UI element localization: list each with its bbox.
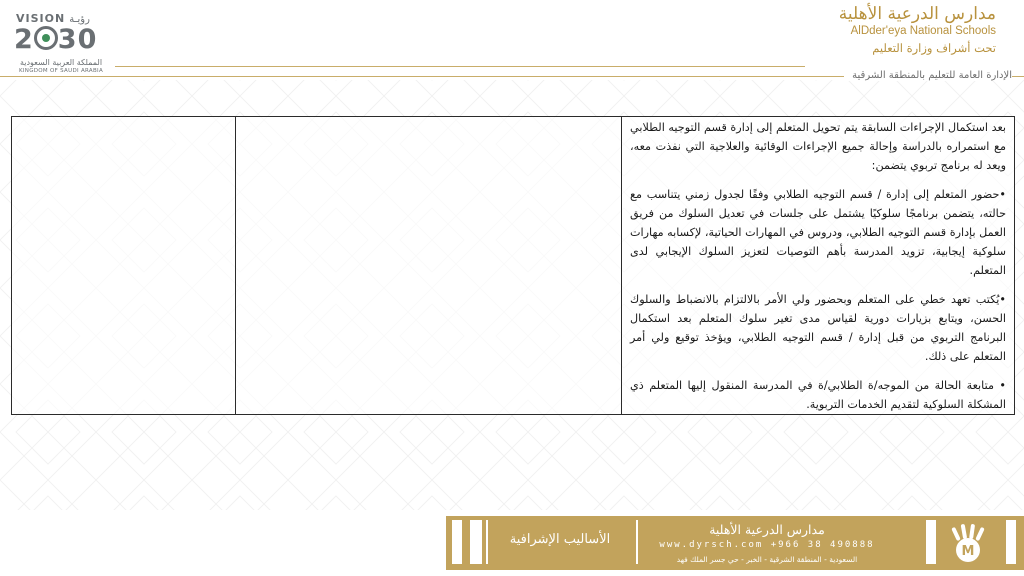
vision-country-en: KINGDOM OF SAUDI ARABIA bbox=[18, 68, 104, 74]
procedures-table bbox=[11, 116, 1015, 415]
school-hand-logo-icon bbox=[944, 524, 996, 564]
footer-school-name: مدارس الدرعية الأهلية bbox=[709, 522, 825, 537]
footer-bar bbox=[446, 516, 1024, 570]
school-header-logo bbox=[806, 4, 996, 64]
footer-website: www.dyrsch.com +966 38 490888 bbox=[659, 540, 875, 550]
school-name-en: AlDder'eya National Schools bbox=[850, 25, 996, 37]
footer-white-stripe bbox=[470, 520, 482, 564]
school-supervision: تحت أشراف وزارة التعليم bbox=[872, 41, 996, 55]
procedure-item: • متابعة الحالة من الموجه/ة الطلابي/ة في المدرسة المنقول إليها المتعلم ذي المشكلة السلوكية لتقديم الخدمات التربوية. bbox=[630, 379, 1006, 411]
administration-text: الإدارة العامة للتعليم بالمنطقة الشرقية bbox=[844, 70, 1012, 81]
vision-emblem-icon bbox=[34, 26, 58, 50]
vision-country-ar: المملكة العربية السعودية bbox=[19, 58, 103, 67]
procedure-item: •يُكتب تعهد خطي على المتعلم وبحضور ولي الأمر بالالتزام بالانضباط والسلوك الحسن، ويتابع بزيارات دورية لقياس مدى تغير سلوك المتعلم بعد استكمال البرنامج التربوي من قبل إدارة / قسم التوجيه الطلابي، ويؤخذ توقيع ولي أمر المتعلم على ذلك. bbox=[630, 293, 1006, 363]
vision-title: VISION رؤيـة bbox=[16, 12, 90, 25]
footer-title: الأساليب الإشرافية bbox=[509, 532, 611, 547]
table-cell-procedures bbox=[622, 117, 1015, 415]
procedure-intro: بعد استكمال الإجراءات السابقة يتم تحويل المتعلم إلى إدارة قسم التوجيه الطلابي مع استمراره بالدراسة وإحالة جميع الإجراءات الوقائية والعلاجية التي نفذت معه، ويعد له برنامج تربوي يتضمن: bbox=[630, 121, 1006, 172]
table-cell-empty-left bbox=[12, 117, 236, 415]
footer-white-stripe bbox=[452, 520, 462, 564]
table-cell-empty-middle bbox=[236, 117, 622, 415]
footer-divider bbox=[636, 520, 638, 564]
school-name-ar: مدارس الدرعية الأهلية bbox=[838, 4, 996, 24]
footer-address: السعودية - المنطقة الشرقية - الخبر - حي جسر الملك فهد bbox=[676, 555, 858, 564]
vision-year: 2 30 bbox=[14, 24, 98, 55]
header-divider-top bbox=[115, 66, 805, 67]
footer-white-stripe bbox=[1006, 520, 1016, 564]
svg-text:M: M bbox=[961, 544, 975, 559]
procedure-item: •حضور المتعلم إلى إدارة / قسم التوجيه الطلابي وفقًا لجدول زمني يتناسب مع حالته، يتضمن برنامجًا سلوكيًا يشتمل على جلسات في تعديل السلوك من فريق العمل بإدارة قسم التوجيه الطلابي، ودروس في المهارات الحياتية، لإكسابه مهارات سلوكية إيجابية، تزويد المدرسة بأهم التوصيات لتعزيز السلوك الإيجابي لدى المتعلم. bbox=[630, 188, 1006, 277]
footer-white-stripe bbox=[926, 520, 936, 564]
vision-2030-logo bbox=[12, 8, 116, 74]
table-row bbox=[12, 117, 1015, 415]
